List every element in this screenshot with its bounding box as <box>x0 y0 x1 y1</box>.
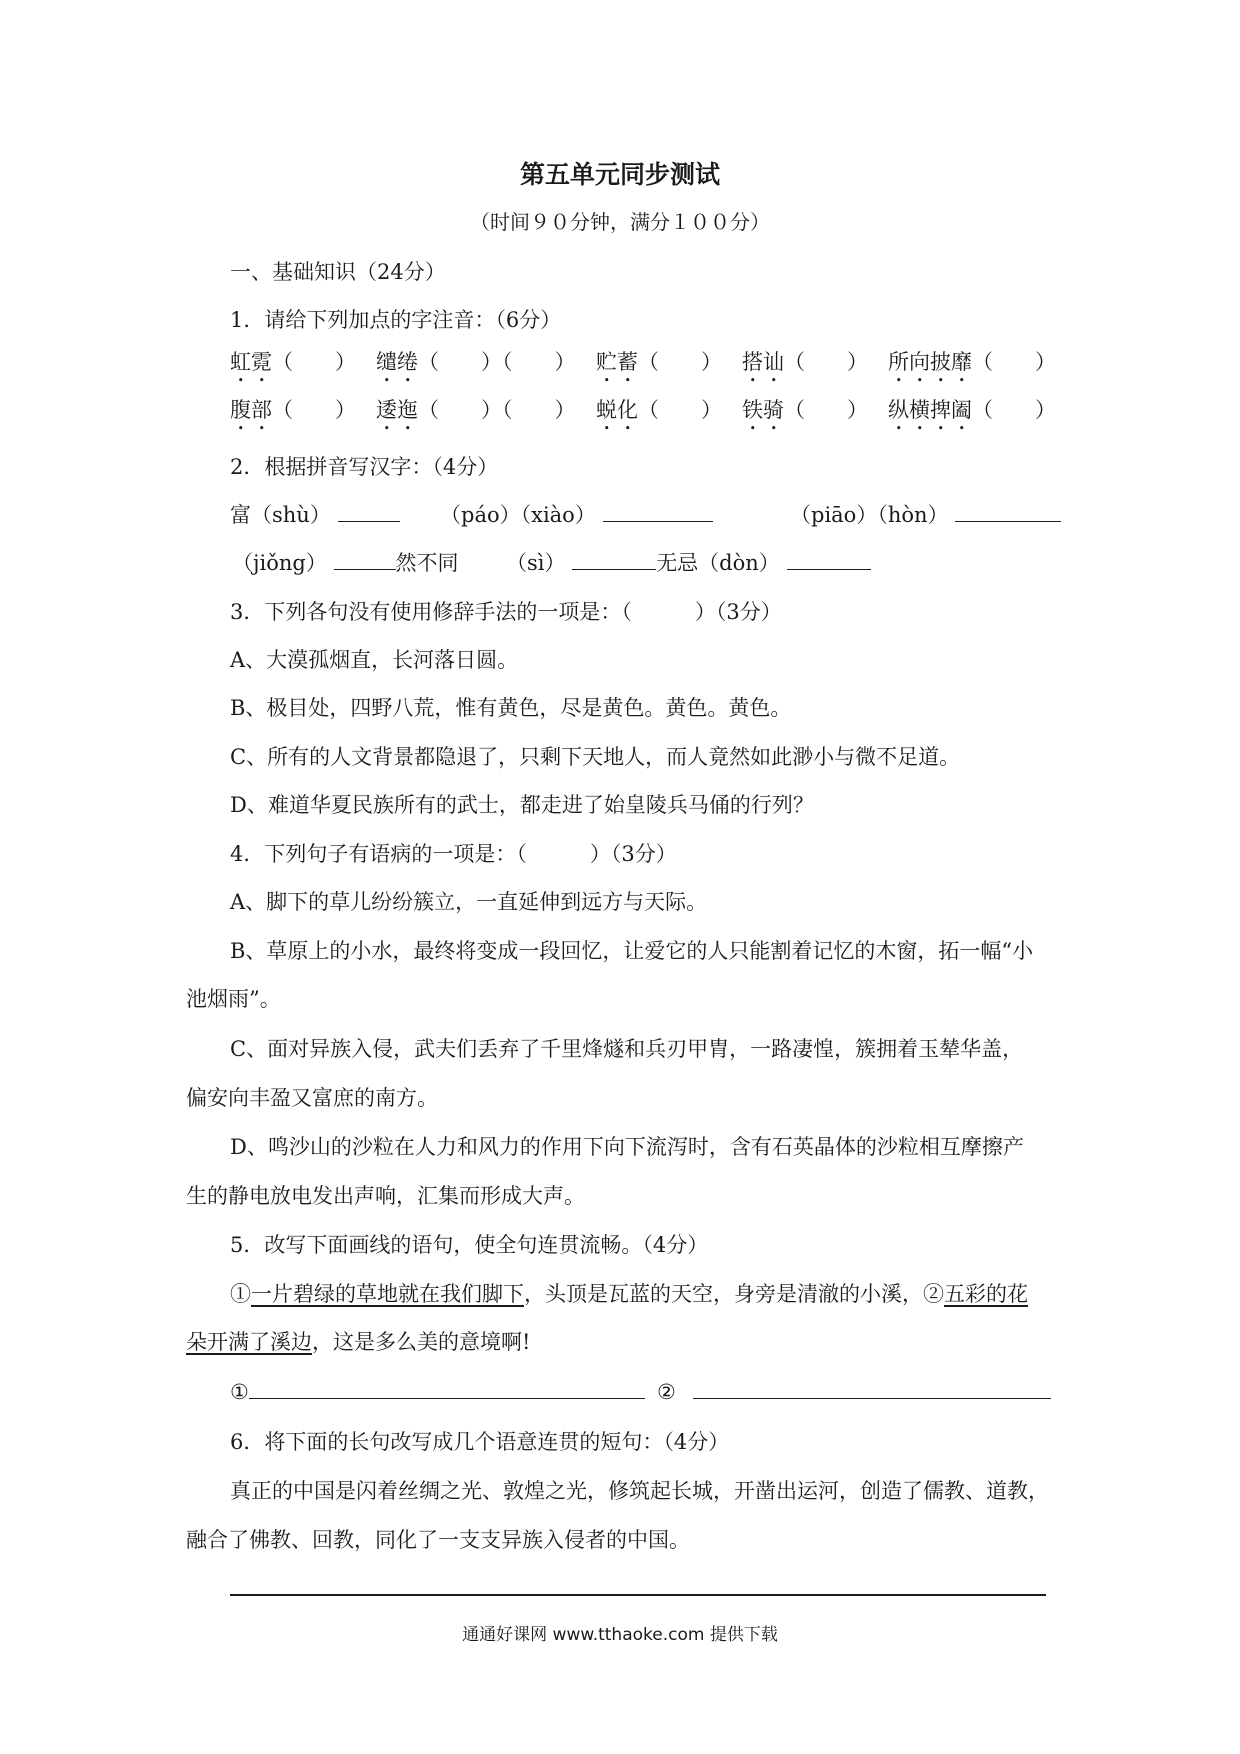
q5-mark-1: ① <box>230 1282 251 1306</box>
q1-word: 铁骑 <box>742 398 784 422</box>
q1-answer-paren: （ ） <box>972 350 1056 374</box>
q1-answer-paren: （ ） <box>784 398 868 422</box>
q6-text-cont: 融合了佛教、回教，同化了一支支异族入侵者的中国。 <box>186 1528 690 1552</box>
q1-answer-paren: （ ） <box>638 350 722 374</box>
q1-row2-item <box>596 395 722 435</box>
question-1-heading: 1．请给下列加点的字注音：（6分） <box>230 308 562 332</box>
q1-answer-paren: （ ）（ ） <box>418 398 576 422</box>
page-subtitle: （时间９０分钟，满分１００分） <box>470 210 770 234</box>
q1-word: 蜕化 <box>596 398 638 422</box>
q4-option-b: B、草原上的小水，最终将变成一段回忆，让爱它的人只能割着记忆的木窗，拓一幅“小 <box>230 939 1034 963</box>
page-title: 第五单元同步测试 <box>519 160 720 189</box>
q1-answer-paren: （ ） <box>272 350 356 374</box>
q2-row1 <box>790 500 1061 530</box>
q5-answer-line-2 <box>657 1377 1051 1407</box>
question-2-heading: 2．根据拼音写汉字：（4分） <box>230 455 499 479</box>
q1-word: 虹霓 <box>230 350 272 374</box>
q4-option-d: D、鸣沙山的沙粒在人力和风力的作用下向下流泻时，含有石英晶体的沙粒相互摩擦产 <box>230 1135 1024 1159</box>
q2-answer-blank[interactable] <box>955 501 1061 522</box>
q5-passage-cont <box>186 1327 530 1357</box>
q5-answer-mark: ① <box>230 1380 249 1404</box>
q1-answer-paren: （ ） <box>272 398 356 422</box>
q5-underlined-1: 一片碧绿的草地就在我们脚下 <box>251 1282 524 1306</box>
q5-answer-mark: ② <box>657 1380 676 1404</box>
q2-suffix: 然不同 <box>395 551 459 575</box>
q5-mark-2: ② <box>923 1282 944 1306</box>
q4-option-d-cont: 生的静电放电发出声响，汇集而形成大声。 <box>186 1184 585 1208</box>
q2-pinyin: 富（shù） <box>230 503 331 527</box>
footer-rule <box>230 1594 1046 1596</box>
q1-row1-item <box>596 347 722 387</box>
q5-answer-blank[interactable] <box>693 1378 1051 1399</box>
q2-answer-blank[interactable] <box>338 501 400 522</box>
q4-option-a: A、脚下的草儿纷纷簇立，一直延伸到远方与天际。 <box>230 890 708 914</box>
q4-option-c-cont: 偏安向丰盈又富庶的南方。 <box>186 1086 438 1110</box>
q2-row2 <box>506 548 871 578</box>
q1-answer-paren: （ ）（ ） <box>418 350 576 374</box>
q2-pinyin: （piāo）（hòn） <box>790 503 949 527</box>
question-3-heading: 3．下列各句没有使用修辞手法的一项是：（ ）（3分） <box>230 600 782 624</box>
q2-answer-blank[interactable] <box>334 549 396 570</box>
q2-row1 <box>230 500 400 530</box>
q1-row2-item <box>742 395 868 435</box>
q2-pinyin: （sì） <box>506 551 566 575</box>
q5-underlined-2b: 朵开满了溪边 <box>186 1330 312 1354</box>
q2-row2 <box>232 548 459 578</box>
q1-word: 腹部 <box>230 398 272 422</box>
q3-option-d: D、难道华夏民族所有的武士，都走进了始皇陵兵马俑的行列？ <box>230 793 814 817</box>
q1-row1-item <box>888 347 1056 387</box>
q1-row2-item <box>376 395 576 435</box>
q1-word: 纵横捭阖 <box>888 398 972 422</box>
q1-word: 逶迤 <box>376 398 418 422</box>
q1-answer-paren: （ ） <box>784 350 868 374</box>
q1-row2-item <box>230 395 356 435</box>
q4-option-b-cont: 池烟雨”。 <box>186 987 281 1011</box>
q3-option-c: C、所有的人文背景都隐退了，只剩下天地人，而人竟然如此渺小与微不足道。 <box>230 745 961 769</box>
question-4-heading: 4．下列句子有语病的一项是：（ ）（3分） <box>230 842 677 866</box>
q1-row2-item <box>888 395 1056 435</box>
q5-tail-text: ，这是多么美的意境啊! <box>312 1330 531 1354</box>
q1-row1-item <box>376 347 576 387</box>
q2-pinyin: （jiǒng） <box>232 551 327 575</box>
q2-pinyin: （páo）（xiào） <box>440 503 596 527</box>
q5-passage <box>230 1279 1028 1309</box>
q1-word: 搭讪 <box>742 350 784 374</box>
q2-answer-blank[interactable] <box>603 501 713 522</box>
q2-row1 <box>440 500 713 530</box>
q5-underlined-2a: 五彩的花 <box>944 1282 1028 1306</box>
q1-answer-paren: （ ） <box>972 398 1056 422</box>
q3-option-a: A、大漠孤烟直，长河落日圆。 <box>230 648 519 672</box>
q3-option-b: B、极目处，四野八荒，惟有黄色，尽是黄色。黄色。黄色。 <box>230 696 792 720</box>
footer-text: 通通好课网 www.tthaoke.com 提供下载 <box>462 1625 778 1645</box>
question-6-heading: 6．将下面的长句改写成几个语意连贯的短句：（4分） <box>230 1430 730 1454</box>
question-5-heading: 5．改写下面画线的语句，使全句连贯流畅。（4分） <box>230 1233 709 1257</box>
section-heading: 一、基础知识（24分） <box>230 260 446 284</box>
q1-row1-item <box>230 347 356 387</box>
q2-answer-blank[interactable] <box>787 549 871 570</box>
q1-word: 缱绻 <box>376 350 418 374</box>
q6-text: 真正的中国是闪着丝绸之光、敦煌之光，修筑起长城，开凿出运河，创造了儒教、道教， <box>230 1479 1049 1503</box>
q2-suffix: 无忌（dòn） <box>656 551 780 575</box>
q1-word: 所向披靡 <box>888 350 972 374</box>
q1-row1-item <box>742 347 868 387</box>
q1-answer-paren: （ ） <box>638 398 722 422</box>
q5-middle-text: ，头顶是瓦蓝的天空，身旁是清澈的小溪， <box>524 1282 923 1306</box>
q5-answer-blank[interactable] <box>249 1378 645 1399</box>
q1-word: 贮蓄 <box>596 350 638 374</box>
q2-answer-blank[interactable] <box>572 549 656 570</box>
q4-option-c: C、面对异族入侵，武夫们丢弃了千里烽燧和兵刃甲胄，一路凄惶，簇拥着玉辇华盖， <box>230 1037 1024 1061</box>
q5-answer-line-1 <box>230 1377 645 1407</box>
